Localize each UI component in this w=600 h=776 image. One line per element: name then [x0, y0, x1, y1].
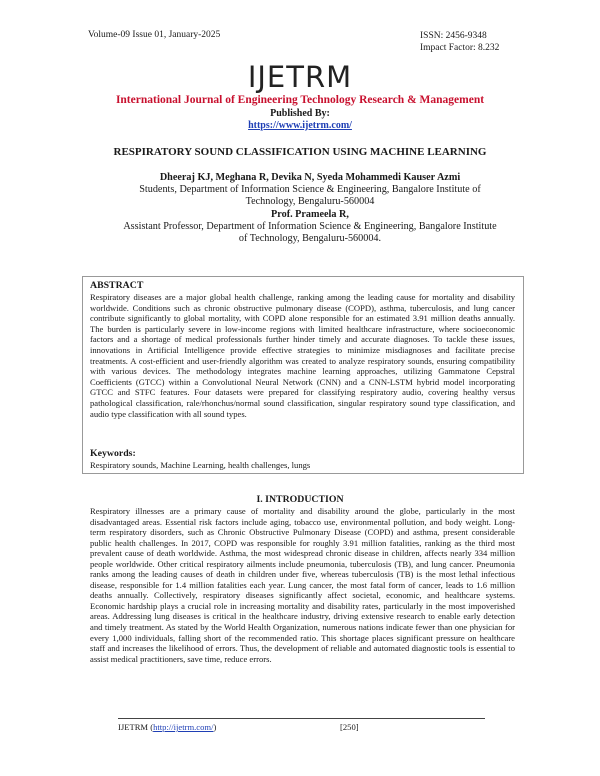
keywords-heading: Keywords:	[90, 448, 136, 459]
journal-logo	[0, 60, 600, 94]
introduction-heading: I. INTRODUCTION	[256, 494, 344, 505]
footer-journal-name: IJETRM	[118, 722, 149, 732]
journal-name: International Journal of Engineering Technology Research & Management	[115, 94, 485, 106]
published-by: Published By:	[270, 108, 330, 119]
logo-text: IJETRM	[247, 60, 353, 94]
author-names: Dheeraj KJ, Meghana R, Devika N, Syeda Mohammedi Kauser Azmi	[159, 172, 461, 183]
page-number: [250]	[340, 722, 359, 732]
issn-block	[420, 30, 499, 54]
footer-divider	[118, 718, 485, 719]
issn-text: ISSN: 2456-9348	[420, 31, 487, 41]
publisher-link[interactable]: https://www.ijetrm.com/	[248, 120, 352, 131]
author-block	[120, 172, 500, 245]
publisher-url	[0, 120, 600, 131]
advisor-affiliation: Assistant Professor, Department of Information Science & Engineering, Bangalore Institute of Technology, Bengaluru-560004.	[123, 220, 497, 245]
advisor-name: Prof. Prameela R,	[271, 208, 349, 220]
impact-factor: Impact Factor: 8.232	[420, 43, 500, 53]
introduction-text: Respiratory illnesses are a primary cause of mortality and disability around the globe, particularly in the most disadvantaged areas. Essential risk factors include aging, tobacco use, environmental pollution, and body weight. Long-term respiratory disorders, such as Chronic Obstructive Pulmonary Disease (COPD) and asthma, present considerable public health challenges. In 2017, COPD was responsible for roughly 3.91 million fatalities, ranking as the third most prevalent cause of death worldwide. Asthma, the most widespread chronic disease in children, affects nearly 334 million people worldwide. Other critical respiratory ailments include pneumonia, tuberculosis (TB), and lung cancer. Pneumonia ranks among the leading causes of death in children under five, whereas tuberculosis (TB) is the most lethal infectious disease, responsible for 1.4 million fatalities each year. Lung cancer, the most fatal form of cancer, leads to 1.6 million deaths annually. Collectively, respiratory diseases significantly affect societal, economic, and healthcare systems. Economic hardship plays a crucial role in increasing mortality and disability rates, particularly in the most impoverished areas. Addressing lung diseases is critical in the healthcare industry, driving extensive research to enable early detection and timely treatment. As stated by the World Health Organization, numerous nations indicate fewer than one physician for every 1,000 individuals, falling short of the recommended ratio. This shortage places significant pressure on healthcare staff and increases the likelihood of errors. Thus, the development of reliable and automated diagnostic tools is essential to assist medical practitioners, save time, reduce errors.	[90, 506, 515, 664]
paper-title: RESPIRATORY SOUND CLASSIFICATION USING MACHINE LEARNING	[113, 146, 487, 158]
volume-issue: Volume-09 Issue 01, January-2025	[88, 30, 221, 40]
keywords-text: Respiratory sounds, Machine Learning, health challenges, lungs	[90, 460, 311, 470]
footer-journal: IJETRM (http://ijetrm.com/)	[118, 722, 217, 732]
footer-link[interactable]: http://ijetrm.com/	[153, 722, 214, 732]
student-affiliation: Students, Department of Information Science & Engineering, Bangalore Institute of Technology, Bengaluru-560004	[139, 184, 481, 208]
abstract-text: Respiratory diseases are a major global health challenge, ranking among the leading cause for mortality and disability worldwide. Conditions such as chronic obstructive pulmonary disease (COPD), asthma, tuberculosis, and lung cancer contribute significantly to global mortality, with COPD alone responsible for an estimated 3.91 million deaths annually. The burden is particularly severe in low-income regions with limited healthcare infrastructure, where socioeconomic factors and a shortage of medical professionals further hinder timely and accurate diagnoses. To tackle these issues, innovations in Artificial Intelligence provide effective strategies to minimize misdiagnoses and facilitate precise treatments. A cost-efficient and user-friendly algorithm was created to analyze respiratory sounds, ensuring compatibility with various devices. The methodology integrates machine learning approaches, utilizing Gammatone Cepstral Coefficients (GTCC) within a Convolutional Neural Network (CNN) and a CNN-LSTM hybrid model incorporating GTCC and STFC features. Four datasets were prepared for classifying respiratory audio, covering healthy versus pathological classification, rale/rhonchus/normal sound classification, singular respiratory sound type classification, and audio type classification with all sound types.	[90, 292, 515, 419]
abstract-heading: ABSTRACT	[90, 280, 144, 291]
